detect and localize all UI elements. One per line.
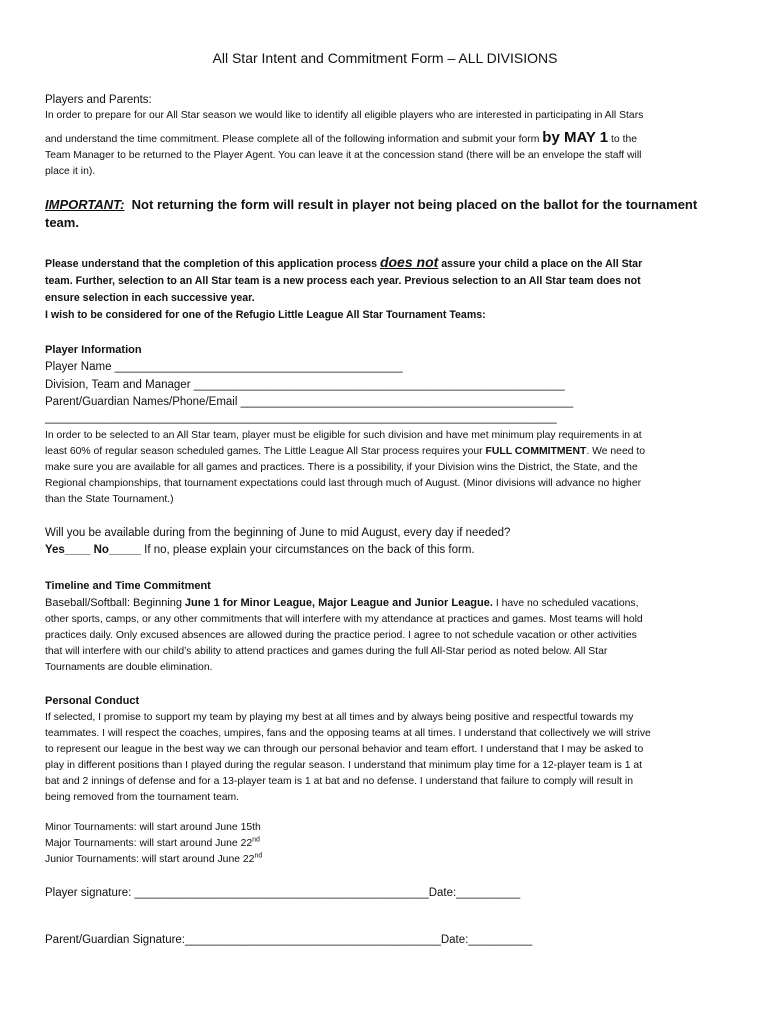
- junior-tournaments: Junior Tournaments: will start around June 22nd: [45, 852, 263, 865]
- intro-line-2: and understand the time commitment. Please complete all of the following information and submit your form by MAY 1 to the: [45, 129, 638, 146]
- form-title: All Star Intent and Commitment Form – ALL DIVISIONS: [212, 50, 558, 66]
- greeting: Players and Parents:: [45, 94, 152, 106]
- assurance-paragraph: Please understand that the completion of this application process does not assure your child a place on the All Star team. Further, selection to an All Star team is a new process each year. Previous selection to an All Star team does not ensure selection in each successive year. I wish to be considered for one of the Refugio Little League All Star Tournament Teams:: [45, 254, 643, 321]
- eligibility-paragraph: In order to be selected to an All Star team, player must be eligible for such division and have met minimum play requirements in at least 60% of regular season scheduled games. The Little League All Star process requires your FULL COMMITMENT. We need to make sure you are available for all games and practices. There is a possibility, if your Division wins the District, the State, and the Regional championships, that tournament expectations could last through much of August. (Minor divisions will advance no higher than the State Tournament.): [45, 430, 646, 505]
- no-answer-field[interactable]: No_____: [93, 544, 141, 556]
- important-notice: IMPORTANT: Not returning the form will result in player not being placed on the ballot for the tournament team.: [45, 197, 698, 230]
- player-info-fields: [45, 359, 725, 424]
- tournament-schedule: [45, 820, 725, 868]
- important-label: IMPORTANT:: [45, 197, 125, 212]
- timeline-paragraph: Baseball/Softball: Beginning June 1 for Minor League, Major League and Junior League. I have no scheduled vacations, other sports, camps, or any other commitments that will interfere with my attendance at practices and games. Most teams will hold practices daily. Only excused absences are allowed during the practice period. I agree to not schedule vacation or other activities that will interfere with our child’s ability to attend practices and games during the full All-Star period as noted below. All Star Tournaments are double elimination.: [45, 597, 643, 673]
- availability-section: Will you be available during from the beginning of June to mid August, every day if needed? Yes____ No_____ If no, please explain your circumstances on the back of this form.: [45, 525, 725, 559]
- timeline-heading: Timeline and Time Commitment: [45, 580, 211, 592]
- intro-paragraph: [45, 108, 725, 180]
- deadline-text: by MAY 1: [542, 129, 609, 146]
- intro-line-3: Team Manager to be returned to the Player Agent. You can leave it at the concession stand (there will be an envelope the staff will: [45, 150, 642, 161]
- personal-conduct-paragraph: If selected, I promise to support my team by playing my best at all times and by always being positive and respectful towards my teammates. I will respect the coaches, umpires, fans and the opposing teams at all times. I understand that collectively we will strive to represent our league in the best way we can through our personal behavior and team effort. I understand that I may be asked to play in different positions than I played during the regular season. I understand that minimum play time for a 12-player team is 1 at bat and 2 innings of defense and for a 13-player team is 1 at bat and no defense. I understand that failure to comply will result in being removed from the tournament team.: [45, 712, 651, 803]
- player-info-heading: Player Information: [45, 344, 142, 356]
- does-not-emphasis: does not: [379, 254, 439, 270]
- player-name-field[interactable]: Player Name _____________________________________________: [45, 361, 403, 373]
- division-team-manager-field[interactable]: Division, Team and Manager __________________________________________________________: [45, 378, 565, 391]
- personal-conduct-heading: Personal Conduct: [45, 695, 140, 707]
- intro-line-4: place it in).: [45, 166, 96, 177]
- yes-answer-field[interactable]: Yes____: [45, 544, 91, 556]
- player-signature-field[interactable]: Player signature: ______________________________________________Date:__________: [45, 887, 521, 899]
- full-commitment-text: FULL COMMITMENT: [485, 446, 587, 457]
- intro-line-1: In order to prepare for our All Star season we would like to identify all eligible players who are interested in participating in All Stars: [45, 110, 644, 121]
- parent-signature-field[interactable]: Parent/Guardian Signature:________________________________________Date:__________: [45, 934, 533, 946]
- availability-question: Will you be available during from the beginning of June to mid August, every day if needed?: [45, 527, 511, 539]
- parent-contact-field[interactable]: Parent/Guardian Names/Phone/Email ____________________________________________________: [45, 396, 574, 408]
- minor-tournaments: Minor Tournaments: will start around June 15th: [45, 822, 261, 833]
- major-tournaments: Major Tournaments: will start around June 22nd: [45, 836, 260, 849]
- parent-contact-extra-line[interactable]: ________________________________________________________________________________: [45, 411, 557, 424]
